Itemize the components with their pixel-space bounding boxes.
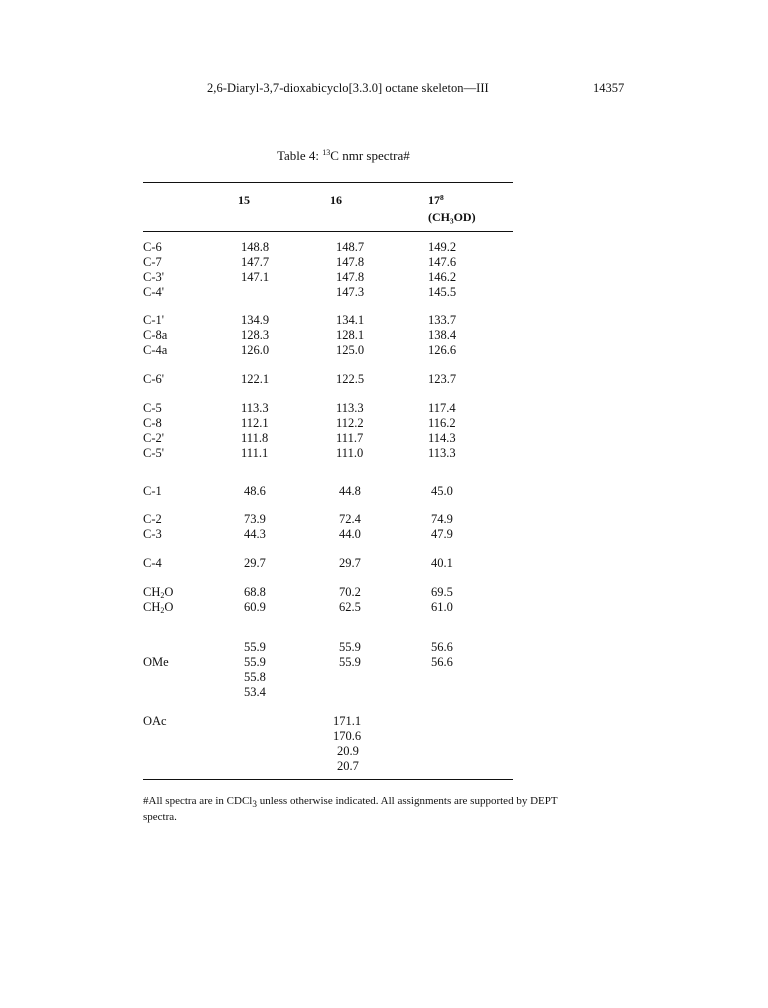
value-16: 122.5 [336, 372, 365, 386]
value-16: 171.1 [333, 714, 362, 728]
value-16: 112.2 [336, 416, 364, 430]
value-17: 74.9 [431, 512, 453, 526]
value-15: 111.1 [241, 446, 269, 460]
value-16: 55.9 [339, 640, 361, 654]
caption-prefix: Table 4: [277, 148, 323, 163]
column-17-superscript: 8 [440, 193, 444, 202]
value-17: 45.0 [431, 484, 453, 498]
value-15: 48.6 [244, 484, 266, 498]
row-label [143, 600, 173, 618]
column-header-15: 15 [238, 193, 250, 207]
value-16: 170.6 [333, 729, 362, 743]
label-main: CH [143, 600, 161, 614]
row-label: C-7 [143, 255, 162, 269]
footnote-suffix: unless otherwise indicated. All assignments are supported by DEPT spectra. [143, 795, 558, 824]
value-15: 148.8 [241, 240, 270, 254]
value-17: 61.0 [431, 600, 453, 614]
value-15: 113.3 [241, 401, 269, 415]
value-15: 147.1 [241, 270, 270, 284]
column-header-17-solvent: (CH₃OD) [428, 210, 476, 224]
value-17: 114.3 [428, 431, 456, 445]
row-label: C-3' [143, 270, 165, 284]
label-end: O [164, 600, 174, 614]
value-15: 53.4 [244, 685, 266, 699]
value-15: 44.3 [244, 527, 266, 541]
label-subscript: 2 [160, 606, 165, 615]
value-17: 126.6 [428, 343, 457, 357]
value-15: 126.0 [241, 343, 270, 357]
value-16: 70.2 [339, 585, 361, 599]
row-label: C-5' [143, 446, 165, 460]
value-15: 111.8 [241, 431, 269, 445]
value-16: 44.8 [339, 484, 361, 498]
label-main: CH [143, 585, 161, 599]
value-17: 133.7 [428, 313, 457, 327]
value-15: 55.9 [244, 655, 266, 669]
table-footnote [143, 795, 573, 824]
value-16: 147.8 [336, 270, 365, 284]
page-number: 14357 [593, 81, 625, 95]
value-16: 111.7 [336, 431, 364, 445]
value-15: 73.9 [244, 512, 266, 526]
value-16: 125.0 [336, 343, 365, 357]
row-label: C-6 [143, 240, 162, 254]
row-label: C-3 [143, 527, 162, 541]
table-header-rule [143, 231, 513, 232]
value-16: 147.3 [336, 285, 365, 299]
row-label: C-2 [143, 512, 162, 526]
value-15: 128.3 [241, 328, 270, 342]
value-16: 62.5 [339, 600, 361, 614]
table-bottom-rule [143, 779, 513, 780]
row-label: C-6' [143, 372, 165, 386]
value-17: 138.4 [428, 328, 457, 342]
column-header-16: 16 [330, 193, 342, 207]
row-label: C-1' [143, 313, 165, 327]
value-16: 72.4 [339, 512, 361, 526]
value-16: 134.1 [336, 313, 365, 327]
value-17: 123.7 [428, 372, 457, 386]
value-16: 148.7 [336, 240, 365, 254]
value-17: 116.2 [428, 416, 456, 430]
row-label: C-8 [143, 416, 162, 430]
value-16: 111.0 [336, 446, 364, 460]
value-17: 47.9 [431, 527, 453, 541]
row-label: C-5 [143, 401, 162, 415]
row-label-oac: OAc [143, 714, 167, 728]
caption-superscript: 13 [322, 148, 331, 157]
value-15: 68.8 [244, 585, 266, 599]
running-head: 2,6-Diaryl-3,7-dioxabicyclo[3.3.0] octane skeleton—III [207, 81, 489, 95]
value-17: 69.5 [431, 585, 453, 599]
column-header-17 [428, 193, 444, 208]
value-17: 117.4 [428, 401, 456, 415]
footnote-prefix: #All spectra are in CDCl [143, 795, 253, 807]
value-16: 128.1 [336, 328, 365, 342]
value-17: 145.5 [428, 285, 457, 299]
value-15: 122.1 [241, 372, 270, 386]
value-17: 149.2 [428, 240, 457, 254]
footnote-subscript: 3 [252, 799, 257, 810]
value-15: 147.7 [241, 255, 270, 269]
value-17: 113.3 [428, 446, 456, 460]
value-16: 20.7 [337, 759, 359, 773]
label-end: O [164, 585, 174, 599]
value-17: 147.6 [428, 255, 457, 269]
value-17: 40.1 [431, 556, 453, 570]
value-15: 60.9 [244, 600, 266, 614]
row-label: C-8a [143, 328, 168, 342]
row-label-ome: OMe [143, 655, 169, 669]
column-17-number: 17 [428, 193, 440, 207]
row-label: C-4 [143, 556, 162, 570]
value-15: 29.7 [244, 556, 266, 570]
row-label: C-2' [143, 431, 165, 445]
value-16: 147.8 [336, 255, 365, 269]
value-17: 56.6 [431, 655, 453, 669]
row-label: C-4a [143, 343, 168, 357]
caption-suffix: C nmr spectra# [330, 148, 410, 163]
value-16: 44.0 [339, 527, 361, 541]
value-15: 134.9 [241, 313, 270, 327]
value-16: 55.9 [339, 655, 361, 669]
value-16: 29.7 [339, 556, 361, 570]
table-caption [277, 148, 410, 164]
value-15: 55.9 [244, 640, 266, 654]
value-16: 113.3 [336, 401, 364, 415]
value-17: 146.2 [428, 270, 457, 284]
value-16: 20.9 [337, 744, 359, 758]
value-15: 112.1 [241, 416, 269, 430]
row-label: C-4' [143, 285, 165, 299]
table-top-rule [143, 182, 513, 183]
label-subscript: 2 [160, 591, 165, 600]
row-label: C-1 [143, 484, 162, 498]
value-15: 55.8 [244, 670, 266, 684]
value-17: 56.6 [431, 640, 453, 654]
